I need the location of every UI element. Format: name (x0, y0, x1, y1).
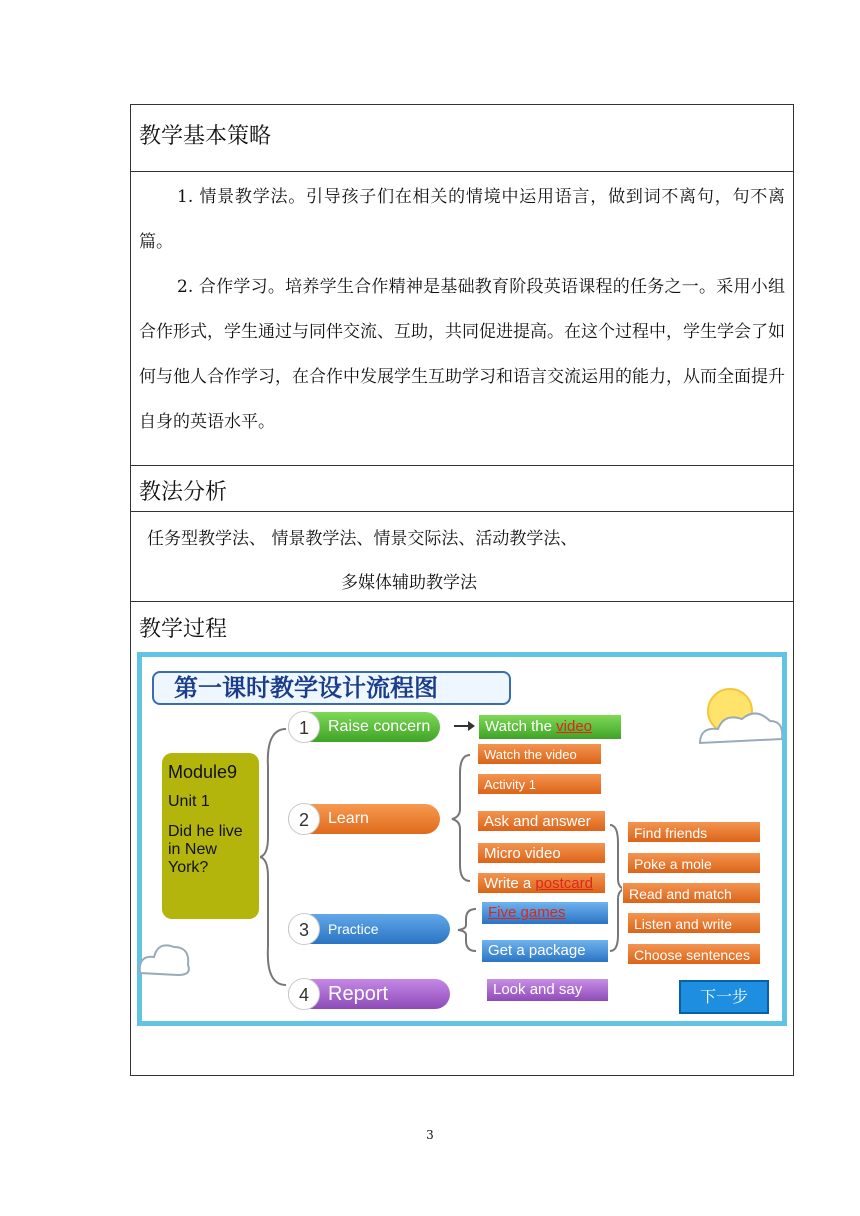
step-label: Practice (328, 921, 379, 937)
strategy-paragraph-1: 1. 情景教学法。引导孩子们在相关的情境中运用语言，做到词不离句，句不离篇。 (139, 187, 785, 252)
step-label: Learn (328, 810, 369, 827)
learn-item: Watch the video (477, 743, 602, 765)
step-practice (288, 914, 450, 944)
game-item: Choose sentences (627, 943, 761, 965)
step-raise-concern (288, 712, 440, 742)
module-unit: Unit 1 (168, 793, 210, 810)
process-heading-row (131, 602, 793, 650)
sun-cloud-icon (696, 683, 782, 753)
learn-brace-icon (450, 753, 472, 883)
flowchart-canvas (142, 657, 782, 1021)
step-label: Report (328, 983, 389, 1005)
main-brace-icon (260, 727, 288, 987)
method-content-row (131, 512, 793, 602)
game-item: Poke a mole (627, 852, 761, 874)
strategy-heading: 教学基本策略 (139, 124, 272, 149)
module-title: Module9 (168, 762, 238, 782)
learn-item: Micro video (477, 842, 606, 864)
video-link: video (556, 718, 592, 735)
step-learn (288, 804, 440, 834)
method-heading-row (131, 466, 793, 512)
step-number: 1 (288, 711, 320, 743)
module-box (162, 753, 259, 919)
method-heading: 教法分析 (139, 480, 228, 505)
method-line-2: 多媒体辅助教学法 (341, 573, 477, 593)
step-label: Raise concern (328, 718, 431, 735)
game-item: Listen and write (627, 912, 761, 934)
strategy-heading-row (131, 105, 793, 172)
five-games-link: Five games (488, 904, 566, 921)
learn-item: Activity 1 (477, 773, 602, 795)
flowchart-title: 第一课时教学设计流程图 (152, 671, 511, 705)
strategy-content (139, 175, 785, 445)
learn-item: Ask and answer (477, 810, 606, 832)
raise-concern-text: Watch the (485, 718, 557, 735)
learn-item-write-postcard (477, 872, 606, 894)
strategy-paragraph-2: 2. 合作学习。培养学生合作精神是基础教育阶段英语课程的任务之一。采用小组合作形式，学生通过与同伴交流、互助，共同促进提高。在这个过程中，学生学会了如何与他人合作学习，在合作中发展学生互助学习和语言交流运用的能力，从而全面提升自身的英语水平。 (139, 277, 785, 432)
practice-item: Get a package (482, 940, 608, 962)
step-number: 3 (288, 913, 320, 945)
raise-concern-item (479, 715, 621, 739)
practice-brace-icon (456, 907, 478, 953)
step-number: 4 (288, 978, 320, 1010)
page-number: 3 (426, 1128, 434, 1142)
cloud-icon (138, 933, 192, 979)
next-step-button[interactable]: 下一步 (679, 980, 769, 1014)
step-number: 2 (288, 803, 320, 835)
practice-item-five-games (482, 902, 608, 924)
game-item: Find friends (627, 821, 761, 843)
arrow-right-icon (454, 719, 476, 733)
flowchart-image (137, 652, 787, 1026)
report-item: Look and say (487, 979, 608, 1001)
step-report (288, 979, 450, 1009)
strategy-content-row (131, 172, 793, 466)
write-a-text: Write a (484, 875, 536, 892)
process-heading: 教学过程 (139, 617, 228, 642)
method-line-1: 任务型教学法、 情景教学法、情景交际法、活动教学法、 (147, 529, 578, 549)
module-question: Did he live in New York? (168, 823, 243, 876)
game-item: Read and match (622, 882, 761, 904)
postcard-link: postcard (535, 875, 593, 892)
